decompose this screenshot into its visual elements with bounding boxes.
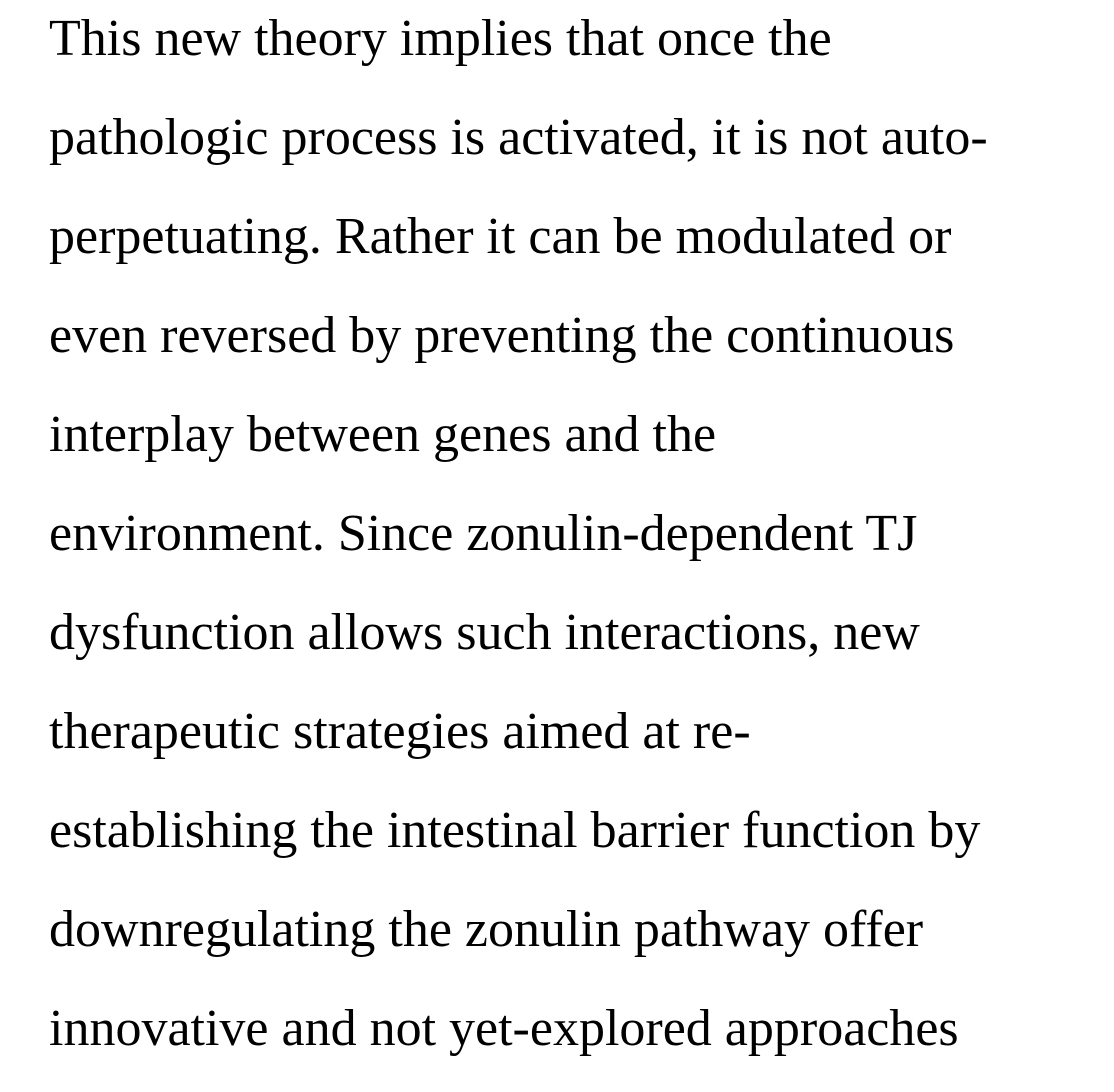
text-line: even reversed by preventing the continuous — [49, 307, 955, 364]
document-body — [49, 0, 1109, 1092]
text-line: innovative and not yet-explored approaches — [49, 1000, 959, 1057]
text-line: establishing the intestinal barrier function by — [49, 802, 981, 859]
text-line: This new theory implies that once the — [49, 10, 832, 67]
text-line: therapeutic strategies aimed at re- — [49, 703, 751, 760]
text-line: interplay between genes and the — [49, 406, 717, 463]
text-line: downregulating the zonulin pathway offer — [49, 901, 924, 958]
text-line: dysfunction allows such interactions, new — [49, 604, 920, 661]
text-line: environment. Since zonulin-dependent TJ — [49, 505, 918, 562]
text-line: pathologic process is activated, it is not auto- — [49, 109, 988, 166]
text-line: perpetuating. Rather it can be modulated or — [49, 208, 952, 265]
